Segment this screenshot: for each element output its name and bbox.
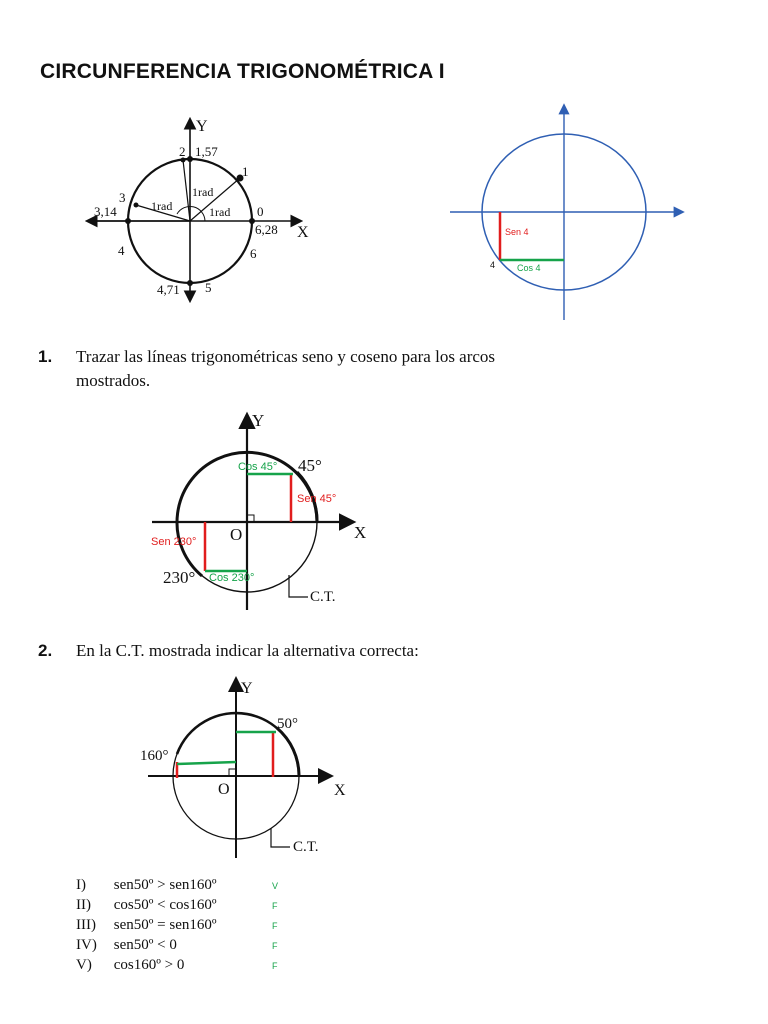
- question-1-number: 1.: [38, 347, 53, 366]
- figure1-label-628: 6,28: [255, 222, 278, 237]
- option-roman: IV): [76, 937, 97, 953]
- option-mark: F: [272, 901, 278, 911]
- q1-ct-pointer: [289, 575, 308, 597]
- q1-axis-x: X: [354, 523, 367, 542]
- page-title: CIRCUNFERENCIA TRIGONOMÉTRICA I: [40, 60, 445, 83]
- option-expression: cos160º > 0: [113, 957, 185, 973]
- q2-cos160-line: [177, 762, 236, 764]
- q2-labels: [140, 680, 346, 855]
- figure1-rad-3: 1rad: [209, 205, 231, 219]
- q2-right-angle: [229, 769, 236, 776]
- question-2-number: 2.: [38, 641, 53, 660]
- option-expression: cos50º < cos160º: [113, 897, 217, 913]
- figure1-rad-2: 1rad: [151, 199, 173, 213]
- answer-option: [76, 955, 278, 975]
- option-roman: II): [76, 897, 91, 913]
- option-roman: III): [76, 917, 96, 933]
- q1-origin: O: [230, 525, 243, 544]
- q2-axis-y: Y: [241, 680, 253, 697]
- figure2-cos-label: Cos 4: [517, 263, 541, 273]
- question-1: [38, 345, 496, 390]
- option-roman: V): [76, 957, 92, 973]
- figure1-label-314: 3,14: [94, 204, 117, 219]
- option-mark: V: [272, 881, 279, 891]
- figure1-label-n1: 1: [242, 164, 249, 179]
- question-2-text: En la C.T. mostrada indicar la alternativa correcta:: [76, 641, 419, 660]
- figure1-rad-1: 1rad: [192, 185, 214, 199]
- option-mark: F: [272, 941, 278, 951]
- figure1-label-n4: 4: [118, 243, 125, 258]
- figure1-label-0: 0: [257, 204, 264, 219]
- figure1-labels: [94, 118, 309, 297]
- q1-sen45-label: Sen 45°: [297, 493, 337, 505]
- q1-labels: [151, 411, 366, 605]
- option-expression: sen50º = sen160º: [113, 917, 217, 933]
- question-2: [38, 639, 419, 663]
- answer-option: [76, 935, 278, 955]
- q1-ct-label: C.T.: [310, 589, 336, 605]
- answer-option: [76, 915, 278, 935]
- q1-sen230-label: Sen 230°: [151, 536, 197, 548]
- figure1-axis-x: X: [297, 224, 309, 241]
- figure2-point-label: 4: [490, 260, 496, 270]
- q2-angle-160: 160°: [140, 748, 169, 764]
- q1-cos230-label: Cos 230°: [209, 572, 255, 584]
- q2-ct-pointer: [271, 828, 290, 847]
- q2-axes: [148, 680, 330, 858]
- question-1-text: Trazar las líneas trigonométricas seno y coseno para los arcos mostrados.: [76, 347, 496, 390]
- q2-origin: O: [218, 781, 230, 798]
- figure2-axes: [450, 106, 682, 320]
- figure1-label-471: 4,71: [157, 282, 180, 297]
- figure1-label-157: 1,57: [195, 144, 218, 159]
- option-expression: sen50º < 0: [113, 937, 177, 953]
- option-mark: F: [272, 961, 278, 971]
- q2-ct-label: C.T.: [293, 839, 319, 855]
- answer-options: [76, 875, 279, 975]
- option-mark: F: [272, 921, 278, 931]
- figure2-sen-label: Sen 4: [505, 227, 529, 237]
- q2-angle-50: 50°: [277, 716, 298, 732]
- figure1-label-n3: 3: [119, 190, 126, 205]
- option-expression: sen50º > sen160º: [113, 877, 217, 893]
- q1-angle-230: 230°: [163, 568, 196, 587]
- figure1-label-n2: 2: [179, 144, 186, 159]
- q2-axis-x: X: [334, 782, 346, 799]
- answer-option: [76, 895, 278, 915]
- figure1-label-n5: 5: [205, 280, 212, 295]
- figure1-axis-y: Y: [196, 118, 208, 135]
- q1-cos45-label: Cos 45°: [238, 461, 278, 473]
- figure1-label-n6: 6: [250, 246, 257, 261]
- answer-option: [76, 875, 279, 895]
- q1-axis-y: Y: [252, 411, 265, 430]
- option-roman: I): [76, 877, 86, 893]
- q1-angle-45: 45°: [298, 456, 322, 475]
- figure1-axes: [88, 120, 300, 300]
